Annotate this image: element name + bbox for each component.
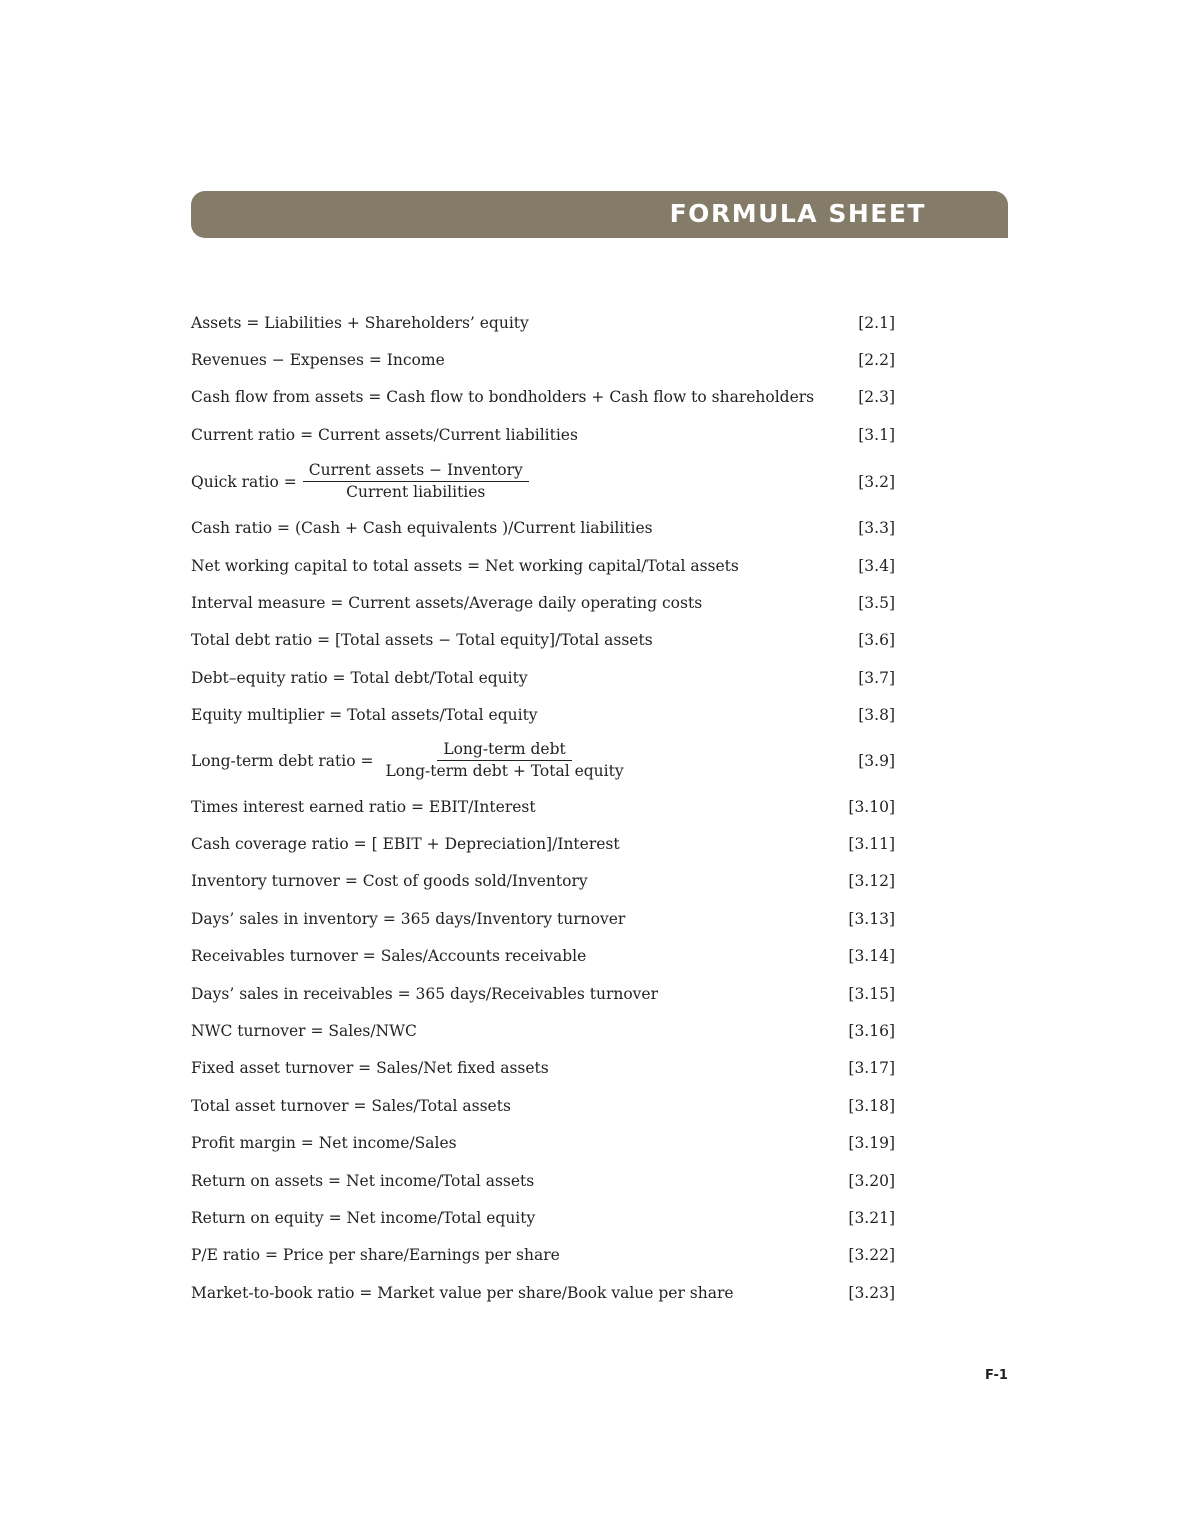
formula-row (191, 304, 895, 341)
equation-number: [3.10] (848, 797, 895, 816)
formula-text: Return on assets = Net income/Total assets (191, 1171, 535, 1190)
equation-number: [3.19] (848, 1134, 895, 1153)
equation-number: [3.21] (848, 1208, 895, 1227)
equation-number: [3.20] (848, 1171, 895, 1190)
equation-number: [3.1] (858, 425, 895, 444)
formula-text: Total asset turnover = Sales/Total assets (191, 1096, 511, 1115)
formula-text: Market-to-book ratio = Market value per share/Book value per share (191, 1283, 734, 1302)
equation-number: [3.15] (848, 984, 895, 1003)
equation-number: [2.2] (858, 351, 895, 370)
equation-number: [3.8] (858, 706, 895, 725)
formula-lhs: Long-term debt ratio = (191, 751, 374, 770)
formula-text: Revenues − Expenses = Income (191, 351, 445, 370)
equation-number: [3.16] (848, 1021, 895, 1040)
formula-text: Net working capital to total assets = Net working capital/Total assets (191, 556, 739, 575)
page-number: F-1 (985, 1368, 1008, 1383)
formula-row (191, 510, 895, 547)
formula-text: Inventory turnover = Cost of goods sold/Inventory (191, 872, 588, 891)
formula-text: Current ratio = Current assets/Current liabilities (191, 425, 578, 444)
equation-number: [2.1] (858, 313, 895, 332)
formula-row (191, 1124, 895, 1161)
formula-text: NWC turnover = Sales/NWC (191, 1021, 417, 1040)
equation-number: [3.9] (858, 751, 895, 770)
page-title: FORMULA SHEET (669, 199, 926, 228)
formula-row (191, 622, 895, 659)
formula-list (191, 304, 895, 1311)
formula-row (191, 975, 895, 1012)
formula-text: Times interest earned ratio = EBIT/Interest (191, 797, 536, 816)
fraction-numerator: Long-term debt (437, 739, 571, 761)
formula-text: Profit margin = Net income/Sales (191, 1134, 457, 1153)
equation-number: [3.5] (858, 594, 895, 613)
formula-lhs: Quick ratio = (191, 472, 297, 491)
formula-text: Cash coverage ratio = [ EBIT + Depreciation]/Interest (191, 834, 620, 853)
formula-text: Debt–equity ratio = Total debt/Total equity (191, 668, 528, 687)
formula-row (191, 1162, 895, 1199)
equation-number: [2.3] (858, 388, 895, 407)
formula-text: Cash ratio = (Cash + Cash equivalents )/Current liabilities (191, 519, 653, 538)
equation-number: [3.23] (848, 1283, 895, 1302)
formula-text: P/E ratio = Price per share/Earnings per share (191, 1246, 560, 1265)
formula-row (191, 1274, 895, 1311)
formula-text: Days’ sales in inventory = 365 days/Inventory turnover (191, 909, 626, 928)
formula-text: Cash flow from assets = Cash flow to bondholders + Cash flow to shareholders (191, 388, 815, 407)
formula-text: Receivables turnover = Sales/Accounts receivable (191, 947, 587, 966)
formula-row (191, 341, 895, 378)
equation-number: [3.14] (848, 947, 895, 966)
equation-number: [3.6] (858, 631, 895, 650)
formula-row (191, 547, 895, 584)
formula-text: Interval measure = Current assets/Average daily operating costs (191, 594, 703, 613)
formula-row (191, 788, 895, 825)
fraction-denominator: Long-term debt + Total equity (385, 762, 624, 781)
formula-row (191, 1050, 895, 1087)
formula-row (191, 900, 895, 937)
formula-row (191, 697, 895, 734)
formula-text: Fixed asset turnover = Sales/Net fixed assets (191, 1059, 549, 1078)
fraction (303, 460, 529, 503)
equation-number: [3.2] (858, 472, 895, 491)
formula-text: Total debt ratio = [Total assets − Total equity]/Total assets (191, 631, 653, 650)
formula-row (191, 1087, 895, 1124)
header-banner (191, 191, 1008, 238)
formula-row (191, 937, 895, 974)
formula-row (191, 659, 895, 696)
formula-row (191, 825, 895, 862)
formula-row (191, 416, 895, 453)
equation-number: [3.12] (848, 872, 895, 891)
formula-row (191, 1012, 895, 1049)
formula-row (191, 863, 895, 900)
formula-row-fraction (191, 454, 895, 510)
formula-row (191, 584, 895, 621)
fraction-numerator: Current assets − Inventory (303, 460, 529, 482)
formula-text: Equity multiplier = Total assets/Total equity (191, 706, 538, 725)
formula-row (191, 379, 895, 416)
equation-number: [3.11] (848, 834, 895, 853)
formula-text: Days’ sales in receivables = 365 days/Receivables turnover (191, 984, 659, 1003)
fraction-denominator: Current liabilities (346, 483, 486, 502)
formula-row (191, 1237, 895, 1274)
equation-number: [3.3] (858, 519, 895, 538)
fraction-formula (191, 460, 529, 503)
formula-text: Return on equity = Net income/Total equity (191, 1208, 536, 1227)
fraction-formula (191, 739, 630, 782)
equation-number: [3.18] (848, 1096, 895, 1115)
formula-row (191, 1199, 895, 1236)
equation-number: [3.13] (848, 909, 895, 928)
equation-number: [3.22] (848, 1246, 895, 1265)
formula-text: Assets = Liabilities + Shareholders’ equity (191, 313, 529, 332)
fraction (379, 739, 629, 782)
equation-number: [3.4] (858, 556, 895, 575)
formula-row-fraction (191, 734, 895, 788)
equation-number: [3.17] (848, 1059, 895, 1078)
equation-number: [3.7] (858, 668, 895, 687)
